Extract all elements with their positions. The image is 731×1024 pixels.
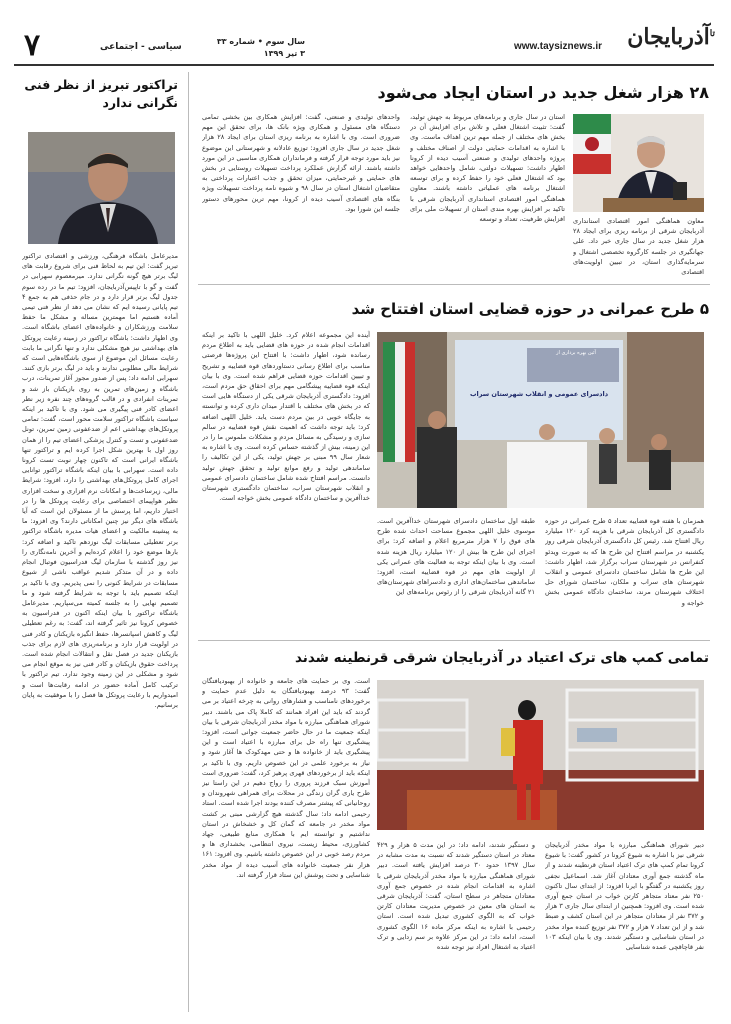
article1-title: ۲۸ هزار شغل جدید در استان ایجاد می‌شود — [377, 83, 709, 102]
article1-column2: واحدهای تولیدی و صنعتی، گفت: افزایش همکاری بین بخشی تمامی دستگاه های مسئول و همکاری ویژه بانک ها، برای تحقق این مهم ضروری است. وی با اشاره به برنامه ریزی استان برای ایجاد ۲۸ هزار شغل جدید در سال جاری افزود: توزیع عادلانه و شهرستانی این موضوع نیز باید مورد توجه قرار گرفته و فرمانداران همکاری مناسبی در این مورد داشته باشند. ارائه گزارش عملکرد پرداخت تسهیلات روستایی در بخش های حمایتی و غیرحمایتی، میزان تحقق و جذب اعتبارات پرداختی به متقاضیان اشتغال استان در سال ۹۸ و شیوه نامه پرداخت تسهیلات ویژه بنگاه های اقتصادی آسیب دیده از کرونا، مهم ترین محورهای دستور جلسه این شورا بود. — [202, 113, 400, 213]
portrait-illustration — [28, 132, 175, 244]
side-article-title — [20, 76, 178, 112]
article2-photo — [377, 332, 704, 508]
disinfection-camp-illustration — [377, 680, 704, 830]
side-title-line2: نگرانی ندارد — [102, 95, 178, 110]
side-article-body: مدیرعامل باشگاه فرهنگی، ورزشی و اقتصادی تراکتور تبریز گفت: این تیم به لحاظ فنی برای شروع رقابت های لیگ برتر هیچ گونه نگرانی ندارد. میرمعصوم سهرابی در گفت و گو با تاپیس‌آذربایجان، افزود: تیم ما در رده سوم جدول لیگ برتر قرار دارد و در جام حذفی هم به جمع ۴ تیم پایانی رسیده ایم که نشان می دهد از نظر فنی تیمی آماده هستیم اما مهمترین مساله و مشکل ما حفظ سلامت ورزشکاران و خانواده‌های اعضای باشگاه است. وی اظهار داشت: باشگاه تراکتور در زمینه رعایت پروتکل های بهداشتی نیز هیچ مشکلی ندارد و تنها نگرانی ما بابت رعایت مسائل این موضوع از سوی باشگاه‌هایی است که شرایط مالی مطلوبی ندارند و باید در لیگ برتر بازی کنند. سهرابی ادامه داد: پس از صدور مجوز آغاز تمرینات، درب باشگاه و زمین‌های تمرین به روی بازیکنان باز شد و تمرینات انفرادی و در قالب گروه‌های چند نفره زیر نظر اعضای کادر فنی پیگیری می شود. وی با تاکید بر اینکه سیاست باشگاه تراکتور سلامت محور است، گفت: تمامی پروتکل‌های بهداشتی اعم از ضدعفونی زمین تمرین، تونل ضدعفونی و تست و کنترل پزشکی اعضای تیم را از همان روز اول با بهترین شکل اجرا کرده ایم و تراکتور تنها باشگاه ایرانی است که تاکنون چهار نوبت تست کرونا داده است. سهرابی با بیان اینکه باشگاه تراکتور توانایی اجرای کامل پروتکل‌های بهداشتی را دارد، افزود: شرایط مالی، زیرساخت‌ها و امکانات نرم افزاری و سخت افزاری نظیر هواپیمای اختصاصی برای رعایت پروتکل ها را در اختیار داریم، اما پرسش ما از مسئولان این است که آیا باشگاه های دیگر نیز چنین امکاناتی دارند؟ وی افزود: ما به پیشینه مالکیت و اعضای هیات مدیره باشگاه تراکتور برتر تعطیلی مسابقات لیگ نوزدهم تاکید و اضافه کرد: بارها موضع خود را اعلام کرده‌ایم و آخرین نامه‌نگاری را نیز روز گذشته با سازمان لیگ فدراسیون فوتبال انجام داده و در آن متذکر شدیم عواقب ناشی از شیوع مسابقات در شرایط کنونی را نمی پذیریم. وی با تاکید بر اینکه تصمیم باید با توجه به شرایط گرفته شود و ما تصمیم نهایی را به جلسه کمیته می‌سپاریم. مدیرعامل باشگاه تراکتور با بیان اینکه اکنون در فدراسیون به خصوص کرونا نیز تاثیر گرفته اند، گفت: به رغم تعطیلی لیگ و کاهش اسپانسرها، حفظ انگیزه بازیکنان و کادر فنی در اولویت قرار دارد و برنامه‌ریزی های لازم برای جذب بازیکنان جدید در فصل نقل و انتقالات انجام شده است. پرداخت حقوق بازیکنان و کادر فنی نیز به موقع انجام می شود و مشکلی در این زمینه وجود ندارد. تیم تراکتور با ترکیب کامل آماده حضور در ادامه رقابت‌ها است و امیدواریم با رعایت پروتکل ها فصل را با موفقیت به پایان برسانیم. — [22, 252, 178, 709]
inauguration-ceremony-illustration — [377, 332, 704, 508]
page-number: ۷ — [24, 28, 41, 63]
side-title-line1: تراکتور تبریز از نظر فنی — [24, 77, 178, 92]
issue-date: ۳ تیر ۱۳۹۹ — [263, 49, 305, 58]
article2-column-right: همزمان با هفته قوه قضاییه تعداد ۵ طرح عمرانی در حوزه دادگستری کل آذربایجان شرقی با هزینه کرد ۱۲۰ میلیارد ریال افتتاح شد. رئیس کل دادگستری آذربایجان شرقی روز یکشنبه در مراسم افتتاح این طرح ها که به صورت ویدئو کنفرانس در شهرستان سراب برگزار شد، اظهار داشت: این طرح ها شامل ساختمان دادسرای عمومی و انقلاب شهرستان های سراب و ملکان، ساختمان شورای حل اختلاف شهرستان مرند، ساختمان دادگاه عمومی بخش خواجه و — [545, 517, 704, 607]
newspaper-logo: $^{تا}$آذربایجان — [627, 24, 715, 50]
article-divider-2 — [198, 640, 710, 641]
article3-title: تمامی کمپ های ترک اعتیاد در آذربایجان شرقی قرنطینه شدند — [295, 650, 709, 666]
issue-year: سال سوم • شماره ۳۳ — [216, 37, 305, 46]
official-at-desk-illustration — [573, 114, 704, 212]
article1-caption: معاون هماهنگی امور اقتصادی استانداری آذربایجان شرقی از برنامه ریزی برای ایجاد ۲۸ هزار شغل جدید در سال جاری خبر داد. علی جهانگیری در جلسه کارگروه تخصصی اشتغال و سرمایه‌گذاری استان، در تبیین اولویت‌های اقتصادی — [573, 217, 704, 277]
article2-column-top: آینده این مجموعه اعلام کرد. خلیل اللهی با تاکید بر اینکه اقدامات انجام شده در حوزه های قضایی باید به اطلاع مردم رسانده شود، اظهار داشت: با افتتاح این پروژه‌ها فرصتی مناسب برای اطلاع رسانی دستاوردهای قوه قضاییه و تشریح و تبیین اقدامات حوزه قضایی فراهم شده است. وی با بیان اینکه قوه قضاییه پیشگامی مهم برای احقاق حق مردم است، افزود: دادگستری آذربایجان شرقی یکی از دستگاه هایی است که در بخش های مختلف با اقتدار میدان داری کرده و توانسته به جایگاه خوبی در بین مردم دست یابد. خلیل اللهی اضافه کرد: باید توجه داشت که اهمیت نقش قوه قضاییه در سالم سازی و رسیدگی به مسائل مردم و مشکلات ملموس ما را در این زمینه، بیش از گذشته حساس کرده است. وی با اشاره به شعار سال ۹۹ مبنی بر جهش تولید، یکی از این تکالیف را ساماندهی تولید و رفع موانع تولید و تحقق جهش تولید دانست. مراسم افتتاح شده شامل ساختمان دادسرای عمومی و انقلاب شهرستان سراب، ساختمان دادگستری شهرستان خداآفرین و ساختمان دادگاه عمومی بخش خواجه است. — [202, 331, 370, 503]
article3-column3: است. وی بر حمایت های جامعه و خانواده از بهبودیافتگان گفت: ۹۳ درصد بهبودیافتگان به دلیل عدم حمایت و برخوردهای نامناسب و فشارهای روانی به چرخه اعتیاد بر می گردند که باید این افراد همانند که کاملا پاک می باشند. دبیر شورای هماهنگی مبارزه با مواد مخدر آذربایجان شرقی با بیان اینکه جمعیت ما در حال حاضر جمعیت جوانی است، افزود: پیشگیری تنها راه حل برای مبارزه با اعتیاد است و این پیشگیری باید از خانواده ها و حتی مهدکودک ها آغاز شود و نیاز به برخورد علمی در این خصوص داریم. وی با تاکید بر اینکه باید از برخوردهای قهری پرهیز کرد، گفت: ضروری است آموزش سبک فرزند پروری را رواج دهیم در این راستا نیز طرح یاری گران زندگی در محلات برای همراهی شهروندان و روحانیانی که پیشتر مصرف کننده بودند اجرا شده است. استاد رحیمی ادامه داد: سال گذشته هیچ گزارشی مبنی بر کشت مواد مخدر در جامعه که گمان کل و خشخاش در استان نداشتیم و توانسته ایم با همکاری منابع طبیعی، جهاد کشاورزی، محیط زیست، نیروی انتظامی، بخشداری ها و مردم رصد خوبی در این خصوص داشته باشیم. وی افزود: ۱۶۱ هزار نفر جمعیت خانواده های آسیب دیده از مواد مخدر شناسایی و تحت پوشش این ستاد قرار گرفته اند. — [202, 677, 370, 879]
issue-info — [210, 36, 305, 60]
website-url[interactable]: www.taysiznews.ir — [514, 41, 602, 52]
article3-column2: و دستگیر شدند، ادامه داد: در این مدت ۵ هزار و ۴۲۹ معتاد در استان دستگیر شدند که نسبت به مدت مشابه در سال ۱۳۹۷ حدود ۳۰ درصد افزایش یافته است. دبیر شورای هماهنگی مبارزه با مواد مخدر آذربایجان شرقی با اشاره به اقدامات انجام شده در خصوص جمع آوری معتادان متجاهر در سطح استان، گفت: آذربایجان شرقی به استان های معین در خصوص مدیریت معتادان کارتن خواب که به الگوی کشوری تبدیل شده است. استان رحیمی با اشاره به اینکه مرکز ماده ۱۶ الگوی کشوری است، ادامه داد: در این مرکز علاوه بر سم زدایی و ترک اعتیاد به اشتغال افراد نیز توجه شده — [377, 841, 535, 952]
section-label: سیاسی - اجتماعی — [100, 42, 182, 52]
banner-title: دادسرای عمومی و انقلاب شهرستان سراب — [469, 390, 609, 398]
column-divider — [188, 72, 189, 1012]
article1-photo — [573, 114, 704, 212]
banner-subtitle: آئین بهره برداری از — [556, 350, 596, 356]
article2-column-left: طبقه اول ساختمان دادسرای شهرستان خداآفرین است. موسوی خلیل اللهی مجموع مساحت احداث شده طرح های فوق را ۷ هزار مترمربع اعلام و اضافه کرد: برای اجرای این طرح ها بیش از ۱۲۰ میلیارد ریال هزینه شده است. وی با بیان اینکه توجه به فعالیت های عمرانی یکی از اولویت های مهم در قوه قضاییه است، افزود: ساماندهی ساختمان‌های اداری و دادسراهای شهرستان‌های ۲۱ گانه آذربایجان شرقی را از رئوس برنامه‌های این — [377, 517, 535, 597]
article2-title: ۵ طرح عمرانی در حوزه قضایی استان افتتاح شد — [351, 300, 709, 318]
article3-column1: دبیر شورای هماهنگی مبارزه با مواد مخدر آذربایجان شرقی نیز با اشاره به شیوع کرونا در کشور گفت: با شیوع کرونا تمام کمپ های ترک اعتیاد استان قرنطینه شدند و از ماه گذشته جمع آوری معتادان آغاز شد. اسماعیل نجفی روز یکشنبه در گفتگو با ایرنا افزود: از ابتدای سال تاکنون ۲۵۰ نفر معتاد متجاهر کارتن خواب در استان جمع آوری شده است. وی افزود: همچنین از ابتدای سال جاری ۳ هزار و ۳۷۲ نفر از معتادان متجاهر در این استان کشف و ضبط شد و از این تعداد ۷ هزار و ۳۷۲ نفر توزیع کننده مواد مخدر در استان شناسایی و دستگیر شدند. وی با بیان اینکه ۱۰۳ نفر قاچاقچی عمده شناسایی — [545, 841, 704, 952]
side-portrait-photo — [28, 132, 175, 244]
article3-photo — [377, 680, 704, 830]
article-divider-1 — [198, 284, 710, 285]
article1-column1: استان در سال جاری و برنامه‌های مربوط به جهش تولید، گفت: تثبیت اشتغال فعلی و تلاش برای افزایش آن در بخش های مختلف از جمله مهم ترین اهداف ماست. وی با اشاره به اقدامات حمایتی دولت از اصناف مختلف و پروژه واحدهای تولیدی و صنعتی آسیب دیده از کرونا اظهار داشت: تسهیلات دولتی، شامل واحدهایی خواهد بود که اشتغال فعلی خود را حفظ کرده و برای توسعه اشتغال برنامه های عملیاتی داشته باشند. معاون هماهنگی امور اقتصادی استانداری آذربایجان شرقی با تاکید بر افزایش بهره مندی استان از تسهیلات ملی برای افزایش ظرفیت، تعداد و توسعه — [410, 113, 565, 224]
